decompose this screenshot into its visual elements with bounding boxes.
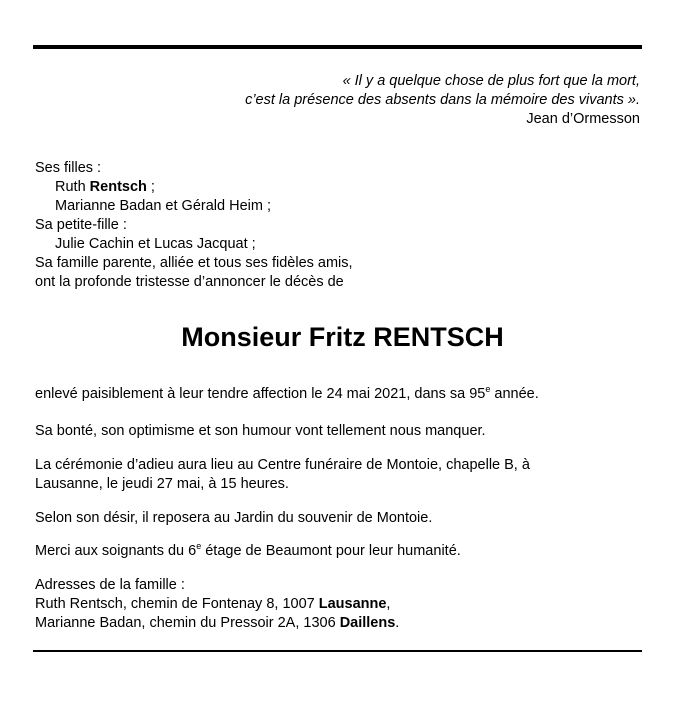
paragraph-2: Sa bonté, son optimisme et son humour vont tellement nous manquer. <box>35 423 486 439</box>
quote-author: Jean d’Ormesson <box>526 111 640 127</box>
addresses-block <box>35 576 399 633</box>
paragraph-3-line-2: Lausanne, le jeudi 27 mai, à 15 heures. <box>35 476 289 492</box>
granddaughter-label: Sa petite-fille : <box>35 217 127 233</box>
paragraph-4: Selon son désir, il reposera au Jardin du souvenir de Montoie. <box>35 510 433 526</box>
quote-line-2: c’est la présence des absents dans la mémoire des vivants ». <box>245 92 640 108</box>
quote-line-1: « Il y a quelque chose de plus fort que la mort, <box>342 73 640 89</box>
paragraph-3-line-1: La cérémonie d’adieu aura lieu au Centre funéraire de Montoie, chapelle B, à <box>35 457 530 473</box>
top-rule <box>33 45 642 49</box>
addresses-label: Adresses de la famille : <box>35 577 185 593</box>
deceased-name: Monsieur Fritz RENTSCH <box>181 322 504 352</box>
paragraph-5: Merci aux soignants du 6e étage de Beaumont pour leur humanité. <box>35 541 461 559</box>
daughters-label: Ses filles : <box>35 160 102 176</box>
paragraph-3 <box>35 456 530 494</box>
relatives-line: Sa famille parente, alliée et tous ses fidèles amis, <box>35 255 353 271</box>
paragraph-1: enlevé paisiblement à leur tendre affection le 24 mai 2021, dans sa 95e année. <box>35 384 539 402</box>
granddaughter: Julie Cachin et Lucas Jacquat ; <box>55 236 256 252</box>
address-2: Marianne Badan, chemin du Pressoir 2A, 1306 Daillens. <box>35 615 400 631</box>
announcement-line: ont la profonde tristesse d’annoncer le décès de <box>35 274 344 290</box>
daughter-2: Marianne Badan et Gérald Heim ; <box>55 198 271 214</box>
address-1: Ruth Rentsch, chemin de Fontenay 8, 1007 Lausanne, <box>35 596 391 612</box>
epigraph-quote <box>245 72 640 129</box>
family-block <box>35 159 353 292</box>
bottom-rule <box>33 650 642 652</box>
daughter-1: Ruth Rentsch ; <box>55 179 155 195</box>
